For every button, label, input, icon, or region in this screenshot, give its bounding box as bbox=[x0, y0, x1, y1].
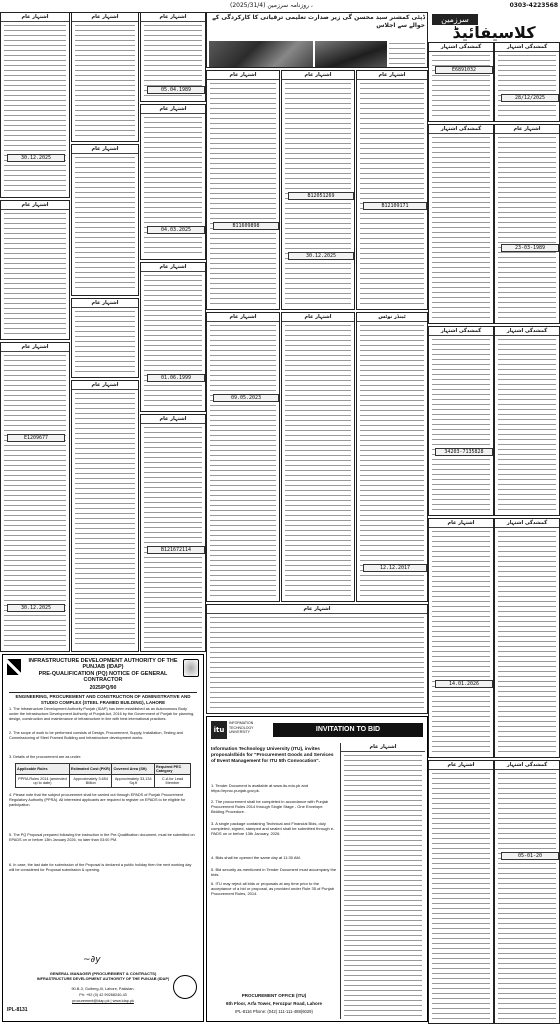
notice-col2-a bbox=[71, 12, 139, 142]
idap-org: INFRASTRUCTURE DEVELOPMENT AUTHORITY OF THE PUNJAB (IDAP) bbox=[28, 658, 178, 670]
signature: ~∂y bbox=[83, 955, 101, 965]
classified-header bbox=[428, 12, 560, 42]
date-box: 09.05.2023 bbox=[213, 394, 279, 402]
notice-col2-c bbox=[71, 298, 139, 378]
notice-text bbox=[432, 529, 490, 754]
notice-heading: اشتہار عام bbox=[72, 299, 138, 308]
notice-text bbox=[498, 771, 556, 1020]
notice-mid1-a bbox=[206, 70, 280, 310]
notice-mid2-a bbox=[281, 70, 355, 310]
date-box: 28/12/2025 bbox=[501, 94, 559, 102]
classified-c bbox=[428, 124, 494, 324]
date-box: 30.12.2025 bbox=[288, 252, 354, 260]
notice-heading: اشتہار عام bbox=[141, 415, 205, 424]
itu-item4: 4. Bids shall be opened the same day at 11:30 AM. bbox=[211, 855, 301, 860]
date-box: 23-03-1989 bbox=[501, 244, 559, 252]
notice-heading: اشتہار عام bbox=[1, 13, 69, 22]
notice-heading: اشتہار عام bbox=[72, 145, 138, 154]
date-box: 01.06.1999 bbox=[147, 374, 205, 382]
notice-text bbox=[144, 273, 202, 408]
idap-para2: 2. The scope of work to be performed consists of Design, Procurement, Supply, Installation, Testing and Commissioning of Steel Framed Building and Infrastructure development works. bbox=[9, 731, 183, 740]
date-box: 04.03.2025 bbox=[147, 226, 205, 234]
idap-para4: 4. Please note that the subject procurement shall be carried out through EPADS of Punjab Procurement Regulatory Authority (PPRA). All interested applicants are required to register on EPADS to be eligible for participation. bbox=[9, 793, 186, 807]
id-box: B121672114 bbox=[147, 546, 205, 554]
id-box: E6891032 bbox=[435, 66, 493, 74]
notice-heading: گمشدگی اشتہار bbox=[495, 43, 559, 52]
notice-col3-d bbox=[140, 414, 206, 652]
notice-heading: اشتہار عام bbox=[429, 761, 493, 770]
itu-item3: 3. A single package containing Technical and Financial Bids, duly completed, signed, stamped and sealed shall be submitted through e-PADS on or before 13th January, 2026. bbox=[211, 821, 335, 836]
notice-col1-c bbox=[0, 342, 70, 652]
notice-col3-c bbox=[140, 262, 206, 412]
notice-text bbox=[498, 529, 556, 754]
classified-j bbox=[494, 760, 560, 1024]
date-box: 30.12.2025 bbox=[7, 154, 65, 162]
notice-text bbox=[360, 323, 424, 598]
classified-b bbox=[494, 42, 560, 122]
table-cell: Approximately 33,134 Sq.ft bbox=[112, 775, 155, 788]
notice-mid2-b bbox=[281, 312, 355, 602]
notice-heading: اشتہار عام bbox=[207, 313, 279, 322]
notice-text bbox=[4, 23, 66, 194]
classified-e bbox=[428, 326, 494, 516]
notice-heading: گمشدگی اشتہار bbox=[429, 327, 493, 336]
classified-a bbox=[428, 42, 494, 122]
table-cell: Approximately 3.654 Billion bbox=[69, 775, 112, 788]
punjab-emblem-icon bbox=[183, 659, 199, 677]
idap-para1: 1. The Infrastructure Development Authority Punjab (IDAP) has been established as an Autonomous Body under the Infrastructure Development Authority of Punjab Act, 2016 by the Government of Punjab for planning, design, construction and maintenance of infrastructure in line with best international practices. bbox=[9, 707, 195, 721]
notice-heading: اشتہار عام bbox=[141, 263, 205, 272]
notice-heading: اشتہار عام bbox=[141, 13, 205, 22]
classified-h bbox=[494, 518, 560, 758]
notice-text bbox=[4, 211, 66, 336]
classified-f bbox=[494, 326, 560, 516]
id-box: 34203-7135828 bbox=[435, 448, 493, 456]
notice-heading: گمشدگی اشتہار bbox=[495, 327, 559, 336]
date-box: 05.04.1989 bbox=[147, 86, 205, 94]
notice-heading: اشتہار عام bbox=[72, 381, 138, 390]
news-block bbox=[206, 12, 428, 68]
idap-footer-title: GENERAL MANAGER (PROCUREMENT & CONTRACTS) bbox=[49, 971, 157, 976]
notice-heading: اشتہار عام bbox=[357, 71, 427, 80]
idap-footer-tel: Ph: +92 (0) 42 99268240-43 bbox=[79, 993, 127, 997]
itu-logo-text: INFORMATION TECHNOLOGY UNIVERSITY bbox=[229, 721, 254, 734]
notice-text bbox=[498, 135, 556, 320]
date-box: 14.01.2026 bbox=[435, 680, 493, 688]
date-box: 30.12.2025 bbox=[7, 604, 65, 612]
itu-side-notice bbox=[340, 743, 425, 1019]
itu-item6: 6. ITU may reject all bids or proposals at any time prior to the acceptance of a bid or proposal, as provided under Rule 35 of Punjab Procurement Rules, 2014. bbox=[211, 881, 334, 896]
notice-heading: گمشدگی اشتہار bbox=[495, 761, 559, 770]
notice-text bbox=[285, 323, 351, 598]
notice-col2-d bbox=[71, 380, 139, 652]
table-header: Estimated Cost (PKR) bbox=[69, 764, 112, 775]
notice-text bbox=[144, 115, 202, 256]
notice-text bbox=[432, 53, 490, 118]
itu-invitation bbox=[206, 716, 428, 1022]
notice-mid1-b bbox=[206, 312, 280, 602]
idap-table bbox=[15, 763, 191, 788]
notice-col3-b bbox=[140, 104, 206, 260]
notice-text bbox=[75, 391, 135, 648]
notice-text bbox=[144, 425, 202, 648]
id-box: B12109171 bbox=[363, 202, 427, 210]
notice-text bbox=[75, 23, 135, 138]
idap-pq-notice bbox=[2, 654, 204, 1022]
itu-item2: 2. The procurement shall be completed in accordance with Punjab Procurement Rules 2014 through Single Stage - One Envelope Bidding Procedure. bbox=[211, 799, 329, 814]
idap-title: PRE-QUALIFICATION (PQ) NOTICE OF GENERAL CONTRACTOR bbox=[38, 671, 168, 683]
notice-text bbox=[432, 135, 490, 320]
notice-text bbox=[210, 81, 276, 306]
news-photo-meeting bbox=[209, 41, 313, 67]
notice-heading: اشتہار عام bbox=[141, 105, 205, 114]
notice-mid3-a bbox=[356, 70, 428, 310]
classified-brand: سرزمین bbox=[432, 14, 478, 25]
divider bbox=[9, 692, 197, 693]
table-header: Covered Area (Sft) bbox=[112, 764, 155, 775]
notice-text bbox=[432, 337, 490, 512]
idap-para5: 5. The PQ Proposal prepared following the instruction in the Pre-Qualification document, must be submitted on EPADS on or before 13th January 2026, no later than 03:00 PM. bbox=[9, 833, 195, 842]
idap-footer-web: procurement@idap.pk | www.idap.pk bbox=[72, 999, 134, 1003]
notice-heading: گمشدگی اشتہار bbox=[429, 43, 493, 52]
table-header: Required PEC Category bbox=[155, 764, 191, 775]
idap-seal-icon bbox=[173, 975, 197, 999]
notice-heading: گمشدگی اشتہار bbox=[429, 125, 493, 134]
table-header: Applicable Rules bbox=[16, 764, 70, 775]
notice-heading: اشتہار عام bbox=[72, 13, 138, 22]
notice-heading: اشتہار عام bbox=[282, 71, 354, 80]
notice-mid-lower bbox=[206, 604, 428, 714]
notice-col2-b bbox=[71, 144, 139, 296]
idap-para3: 3. Details of the procurement are as under: bbox=[9, 755, 82, 759]
classified-d bbox=[494, 124, 560, 324]
notice-text bbox=[498, 53, 556, 118]
idap-ref: 2025/PQ/90 bbox=[89, 685, 117, 691]
notice-col1-a bbox=[0, 12, 70, 198]
notice-text bbox=[432, 771, 490, 1020]
notice-heading: اشتہار عام bbox=[341, 743, 425, 752]
table-cell: C-A for Lead Member bbox=[155, 775, 191, 788]
notice-text bbox=[75, 155, 135, 292]
notice-heading: اشتہار عام bbox=[495, 125, 559, 134]
itu-item1: 1. Tender Document is available at www.itu.edu.pk and https://eproc.punjab.gov.pk. bbox=[211, 783, 309, 793]
classified-title: کلاسیفائیڈ bbox=[452, 23, 536, 42]
news-body-text bbox=[389, 41, 425, 65]
notice-heading: اشتہار عام bbox=[207, 71, 279, 80]
notice-col3-a bbox=[140, 12, 206, 102]
itu-logo-icon: itu bbox=[211, 721, 227, 739]
notice-heading: اشتہار عام bbox=[1, 201, 69, 210]
date-box: 12.12.2017 bbox=[363, 564, 427, 572]
notice-text bbox=[210, 615, 424, 710]
table-cell: PPRA Rules 2014 (amended up to date) bbox=[16, 775, 70, 788]
idap-footer-org: INFRASTRUCTURE DEVELOPMENT AUTHORITY OF THE PUNJAB (IDAP) bbox=[36, 977, 170, 981]
notice-text bbox=[498, 337, 556, 512]
id-box: B12051269 bbox=[288, 192, 354, 200]
id-box: E1209677 bbox=[7, 434, 65, 442]
idap-logo-icon bbox=[7, 659, 21, 675]
idap-footer-addr: 90-B-3, Gulberg-III, Lahore, Pakistan. bbox=[71, 987, 135, 991]
classified-i bbox=[428, 760, 494, 1024]
news-headline: ڈپٹی کمشنر سید محسن گی زیر صدارت تعلیمی ترقیاتی کا کارکردگی کے حوالے سے اجلاس bbox=[212, 14, 425, 29]
notice-text bbox=[360, 81, 424, 306]
phone-label: 0303-4223568 bbox=[509, 2, 558, 9]
notice-heading: ٹینڈر نوٹس bbox=[357, 313, 427, 322]
ipl-number: IPL-8131 bbox=[7, 1007, 28, 1013]
notice-text bbox=[75, 309, 135, 374]
date-line: روزنامہ سرزمین (2025/31/4) ، bbox=[230, 2, 313, 9]
classified-g bbox=[428, 518, 494, 758]
notice-heading: اشتہار عام bbox=[282, 313, 354, 322]
itu-address: 6th Floor, Arfa Tower, Ferozpur Road, Lahore bbox=[225, 1001, 322, 1006]
notice-text bbox=[210, 323, 276, 598]
notice-heading: گمشدگی اشتہار bbox=[495, 519, 559, 528]
id-box: B11609898 bbox=[213, 222, 279, 230]
notice-heading: اشتہار عام bbox=[429, 519, 493, 528]
notice-heading: اشتہار عام bbox=[207, 605, 427, 614]
notice-col1-b bbox=[0, 200, 70, 340]
itu-item5: 5. Bid security as mentioned in Tender Document must accompany the bids. bbox=[211, 867, 337, 877]
itu-contact: IPL-8116 Phone: (042) 111-111-488(6029) bbox=[235, 1009, 313, 1014]
notice-heading: اشتہار عام bbox=[1, 343, 69, 352]
notice-text bbox=[344, 753, 422, 1016]
idap-project: ENGINEERING, PROCUREMENT AND CONSTRUCTION OF ADMINISTRATIVE AND STUDIO COMPLEX (STEEL FRAMED BUILDING), LAHORE bbox=[15, 694, 191, 705]
idap-para6: 6. In case, the last date for submission of the Proposal is declared a public holiday then the next working day will be considered for Proposal submission & opening. bbox=[9, 863, 192, 872]
itu-intro: Information Technology University (ITU), invites proposals/bids for "Procurement Goods and Services of Event Management for ITU 5th Convocation". bbox=[211, 747, 334, 764]
itu-office: PROCUREMENT OFFICE (ITU) bbox=[241, 993, 307, 998]
news-photo-officer bbox=[315, 41, 387, 67]
notice-mid3-b bbox=[356, 312, 428, 602]
date-box: 05-01-20 bbox=[501, 852, 559, 860]
itu-banner: INVITATION TO BID bbox=[273, 723, 423, 737]
